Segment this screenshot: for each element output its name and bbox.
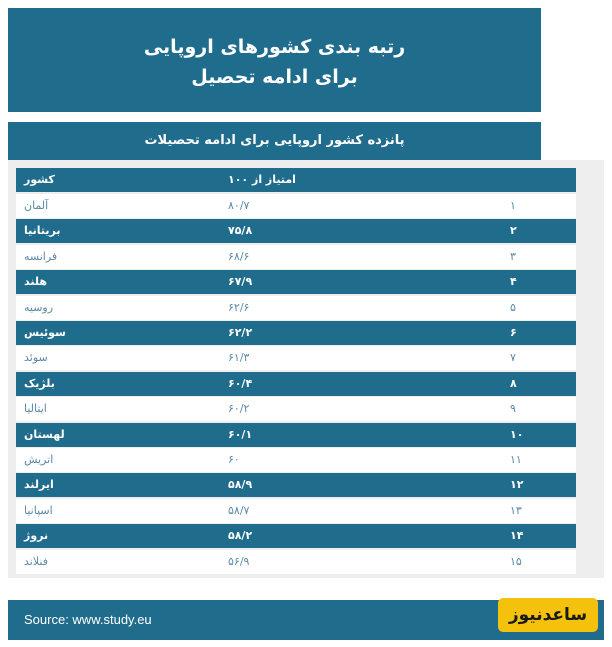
table-row (16, 296, 576, 320)
score-cell: ۶۸/۶ (228, 249, 250, 263)
rank-cell: ۳ (510, 249, 516, 263)
score-cell: ۵۸/۷ (228, 503, 250, 517)
country-cell: اسپانیا (24, 503, 53, 517)
rank-cell: ۱۲ (510, 478, 524, 492)
rank-cell: ۱۰ (510, 427, 524, 441)
table-row (16, 499, 576, 523)
country-cell: سوئیس (24, 326, 66, 339)
ranking-table (8, 160, 604, 578)
source-text: Source: www.study.eu (24, 612, 152, 627)
rank-cell: ۸ (510, 376, 517, 390)
rank-cell: ۴ (510, 275, 517, 289)
score-cell: ۶۲/۲ (228, 326, 253, 339)
header-score: امتیاز از ۱۰۰ (228, 173, 296, 186)
score-cell: ۶۲/۶ (228, 300, 250, 314)
score-cell: ۷۵/۸ (228, 224, 253, 238)
country-cell: ایتالیا (24, 402, 47, 416)
score-cell: ۶۰/۱ (228, 427, 253, 441)
score-cell: ۵۸/۲ (228, 529, 253, 543)
country-cell: آلمان (24, 199, 49, 212)
rank-cell: ۱۵ (510, 554, 522, 568)
table-row (16, 524, 576, 548)
table-row (16, 346, 576, 370)
score-cell: ۶۱/۳ (228, 351, 250, 365)
table-row (16, 397, 576, 421)
table-row (16, 372, 576, 396)
country-cell: بلژیک (24, 376, 55, 390)
country-cell: سوئد (24, 351, 48, 365)
title-line-1: رتبه بندی کشورهای اروپایی (143, 36, 406, 58)
rank-cell: ۲ (510, 224, 517, 238)
country-cell: اتریش (24, 453, 54, 466)
country-cell: هلند (24, 275, 47, 289)
table-row (16, 270, 576, 294)
table-row (16, 550, 576, 574)
title-line-2: برای ادامه تحصیل (191, 66, 358, 88)
rank-cell: ۱۴ (510, 529, 524, 543)
title-banner (8, 8, 541, 112)
header-country: کشور (24, 173, 55, 186)
score-cell: ۸۰/۷ (228, 199, 250, 212)
country-cell: فنلاند (24, 554, 48, 568)
table-row (16, 219, 576, 243)
score-cell: ۶۰ (228, 453, 240, 466)
table-row (16, 194, 576, 218)
country-cell: روسیه (24, 300, 54, 314)
rank-cell: ۱ (510, 199, 516, 212)
score-cell: ۶۰/۲ (228, 402, 250, 416)
score-cell: ۵۶/۹ (228, 554, 250, 568)
subtitle-banner: پانزده کشور اروپایی برای ادامه تحصیلات (8, 122, 541, 160)
score-cell: ۶۰/۴ (228, 376, 253, 390)
rank-cell: ۷ (510, 351, 516, 365)
country-cell: نروژ (24, 529, 49, 543)
site-logo: ساعدنیوز (498, 598, 598, 632)
country-cell: ایرلند (24, 478, 54, 492)
table-row (16, 321, 576, 345)
country-cell: لهستان (24, 427, 65, 441)
rank-cell: ۹ (510, 402, 516, 416)
score-cell: ۶۷/۹ (228, 275, 253, 289)
score-cell: ۵۸/۹ (228, 478, 253, 492)
rank-cell: ۵ (510, 300, 516, 314)
table-row (16, 473, 576, 497)
rank-cell: ۶ (510, 326, 517, 339)
table-row (16, 423, 576, 447)
table-header-row (16, 168, 576, 192)
country-cell: بریتانیا (24, 224, 61, 238)
country-cell: فرانسه (24, 249, 58, 263)
table-row (16, 245, 576, 269)
rank-cell: ۱۳ (510, 503, 522, 517)
rank-cell: ۱۱ (510, 453, 522, 466)
table-row (16, 448, 576, 472)
